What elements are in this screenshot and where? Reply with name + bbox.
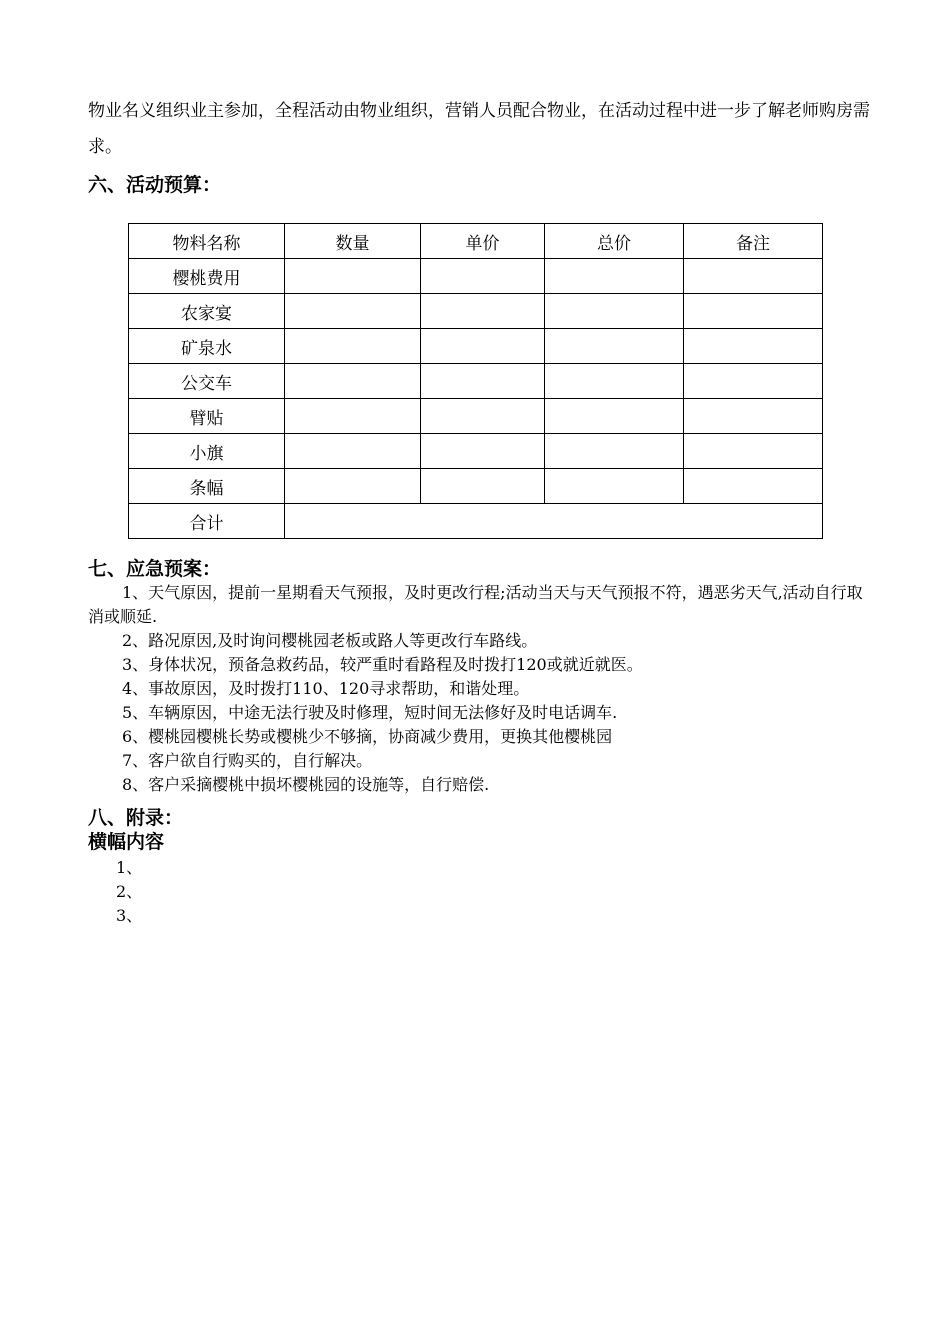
- total-label: 合计: [129, 504, 285, 539]
- row-label: 臂贴: [129, 399, 285, 434]
- table-row: [129, 469, 823, 504]
- cell: [285, 259, 421, 294]
- header-item-name: 物料名称: [129, 224, 285, 259]
- budget-table: [128, 223, 823, 539]
- header-unit-price: 单价: [421, 224, 545, 259]
- intro-paragraph: 物业名义组织业主参加，全程活动由物业组织，营销人员配合物业，在活动过程中进一步了解老师购房需求。: [88, 101, 870, 157]
- list-item: 6、樱桃园樱桃长势或樱桃少不够摘，协商减少费用，更换其他樱桃园: [122, 727, 613, 746]
- list-item: 2、: [116, 882, 143, 901]
- cell: [545, 399, 684, 434]
- cell: [545, 259, 684, 294]
- cell: [285, 469, 421, 504]
- cell: [684, 294, 823, 329]
- cell: [684, 329, 823, 364]
- list-item: 3、身体状况，预备急救药品，较严重时看路程及时拨打120或就近就医。: [122, 655, 643, 674]
- list-item: 8、客户采摘樱桃中损坏樱桃园的设施等，自行赔偿.: [122, 775, 490, 794]
- total-row: [129, 504, 823, 539]
- cell: [421, 469, 545, 504]
- cell: [285, 364, 421, 399]
- cell: [285, 329, 421, 364]
- section-8-title: 八、附录：: [88, 807, 184, 829]
- banner-content-subtitle: 横幅内容: [88, 831, 165, 853]
- total-cell: [285, 504, 823, 539]
- cell: [421, 399, 545, 434]
- list-item: 7、客户欲自行购买的，自行解决。: [122, 751, 373, 770]
- row-label: 农家宴: [129, 294, 285, 329]
- header-quantity: 数量: [285, 224, 421, 259]
- cell: [684, 259, 823, 294]
- cell: [545, 364, 684, 399]
- cell: [684, 399, 823, 434]
- cell: [684, 434, 823, 469]
- row-label: 公交车: [129, 364, 285, 399]
- cell: [545, 434, 684, 469]
- cell: [684, 469, 823, 504]
- cell: [285, 399, 421, 434]
- budget-header-row: [129, 224, 823, 259]
- banner-content-list: [116, 856, 142, 928]
- table-row: [129, 259, 823, 294]
- row-label: 矿泉水: [129, 329, 285, 364]
- header-total-price: 总价: [545, 224, 684, 259]
- table-row: [129, 294, 823, 329]
- table-row: [129, 399, 823, 434]
- list-item: 1、天气原因，提前一星期看天气预报，及时更改行程;活动当天与天气预报不符，遇恶劣天气,活动自行取消或顺延.: [88, 583, 863, 626]
- cell: [421, 434, 545, 469]
- row-label: 樱桃费用: [129, 259, 285, 294]
- cell: [421, 294, 545, 329]
- section-6-title: 六、活动预算：: [88, 174, 222, 196]
- table-row: [129, 364, 823, 399]
- table-row: [129, 329, 823, 364]
- cell: [421, 259, 545, 294]
- cell: [684, 364, 823, 399]
- cell: [285, 294, 421, 329]
- cell: [285, 434, 421, 469]
- list-item: 5、车辆原因，中途无法行驶及时修理，短时间无法修好及时电话调车.: [122, 703, 618, 722]
- row-label: 小旗: [129, 434, 285, 469]
- emergency-plan-list: [88, 581, 878, 797]
- list-item: 3、: [116, 906, 143, 925]
- list-item: 1、: [116, 858, 143, 877]
- header-remarks: 备注: [684, 224, 823, 259]
- cell: [545, 294, 684, 329]
- section-7-title: 七、应急预案：: [88, 558, 222, 580]
- cell: [545, 329, 684, 364]
- cell: [421, 329, 545, 364]
- row-label: 条幅: [129, 469, 285, 504]
- list-item: 4、事故原因，及时拨打110、120寻求帮助，和谐处理。: [122, 679, 530, 698]
- cell: [545, 469, 684, 504]
- list-item: 2、路况原因,及时询问樱桃园老板或路人等更改行车路线。: [122, 631, 538, 650]
- table-row: [129, 434, 823, 469]
- cell: [421, 364, 545, 399]
